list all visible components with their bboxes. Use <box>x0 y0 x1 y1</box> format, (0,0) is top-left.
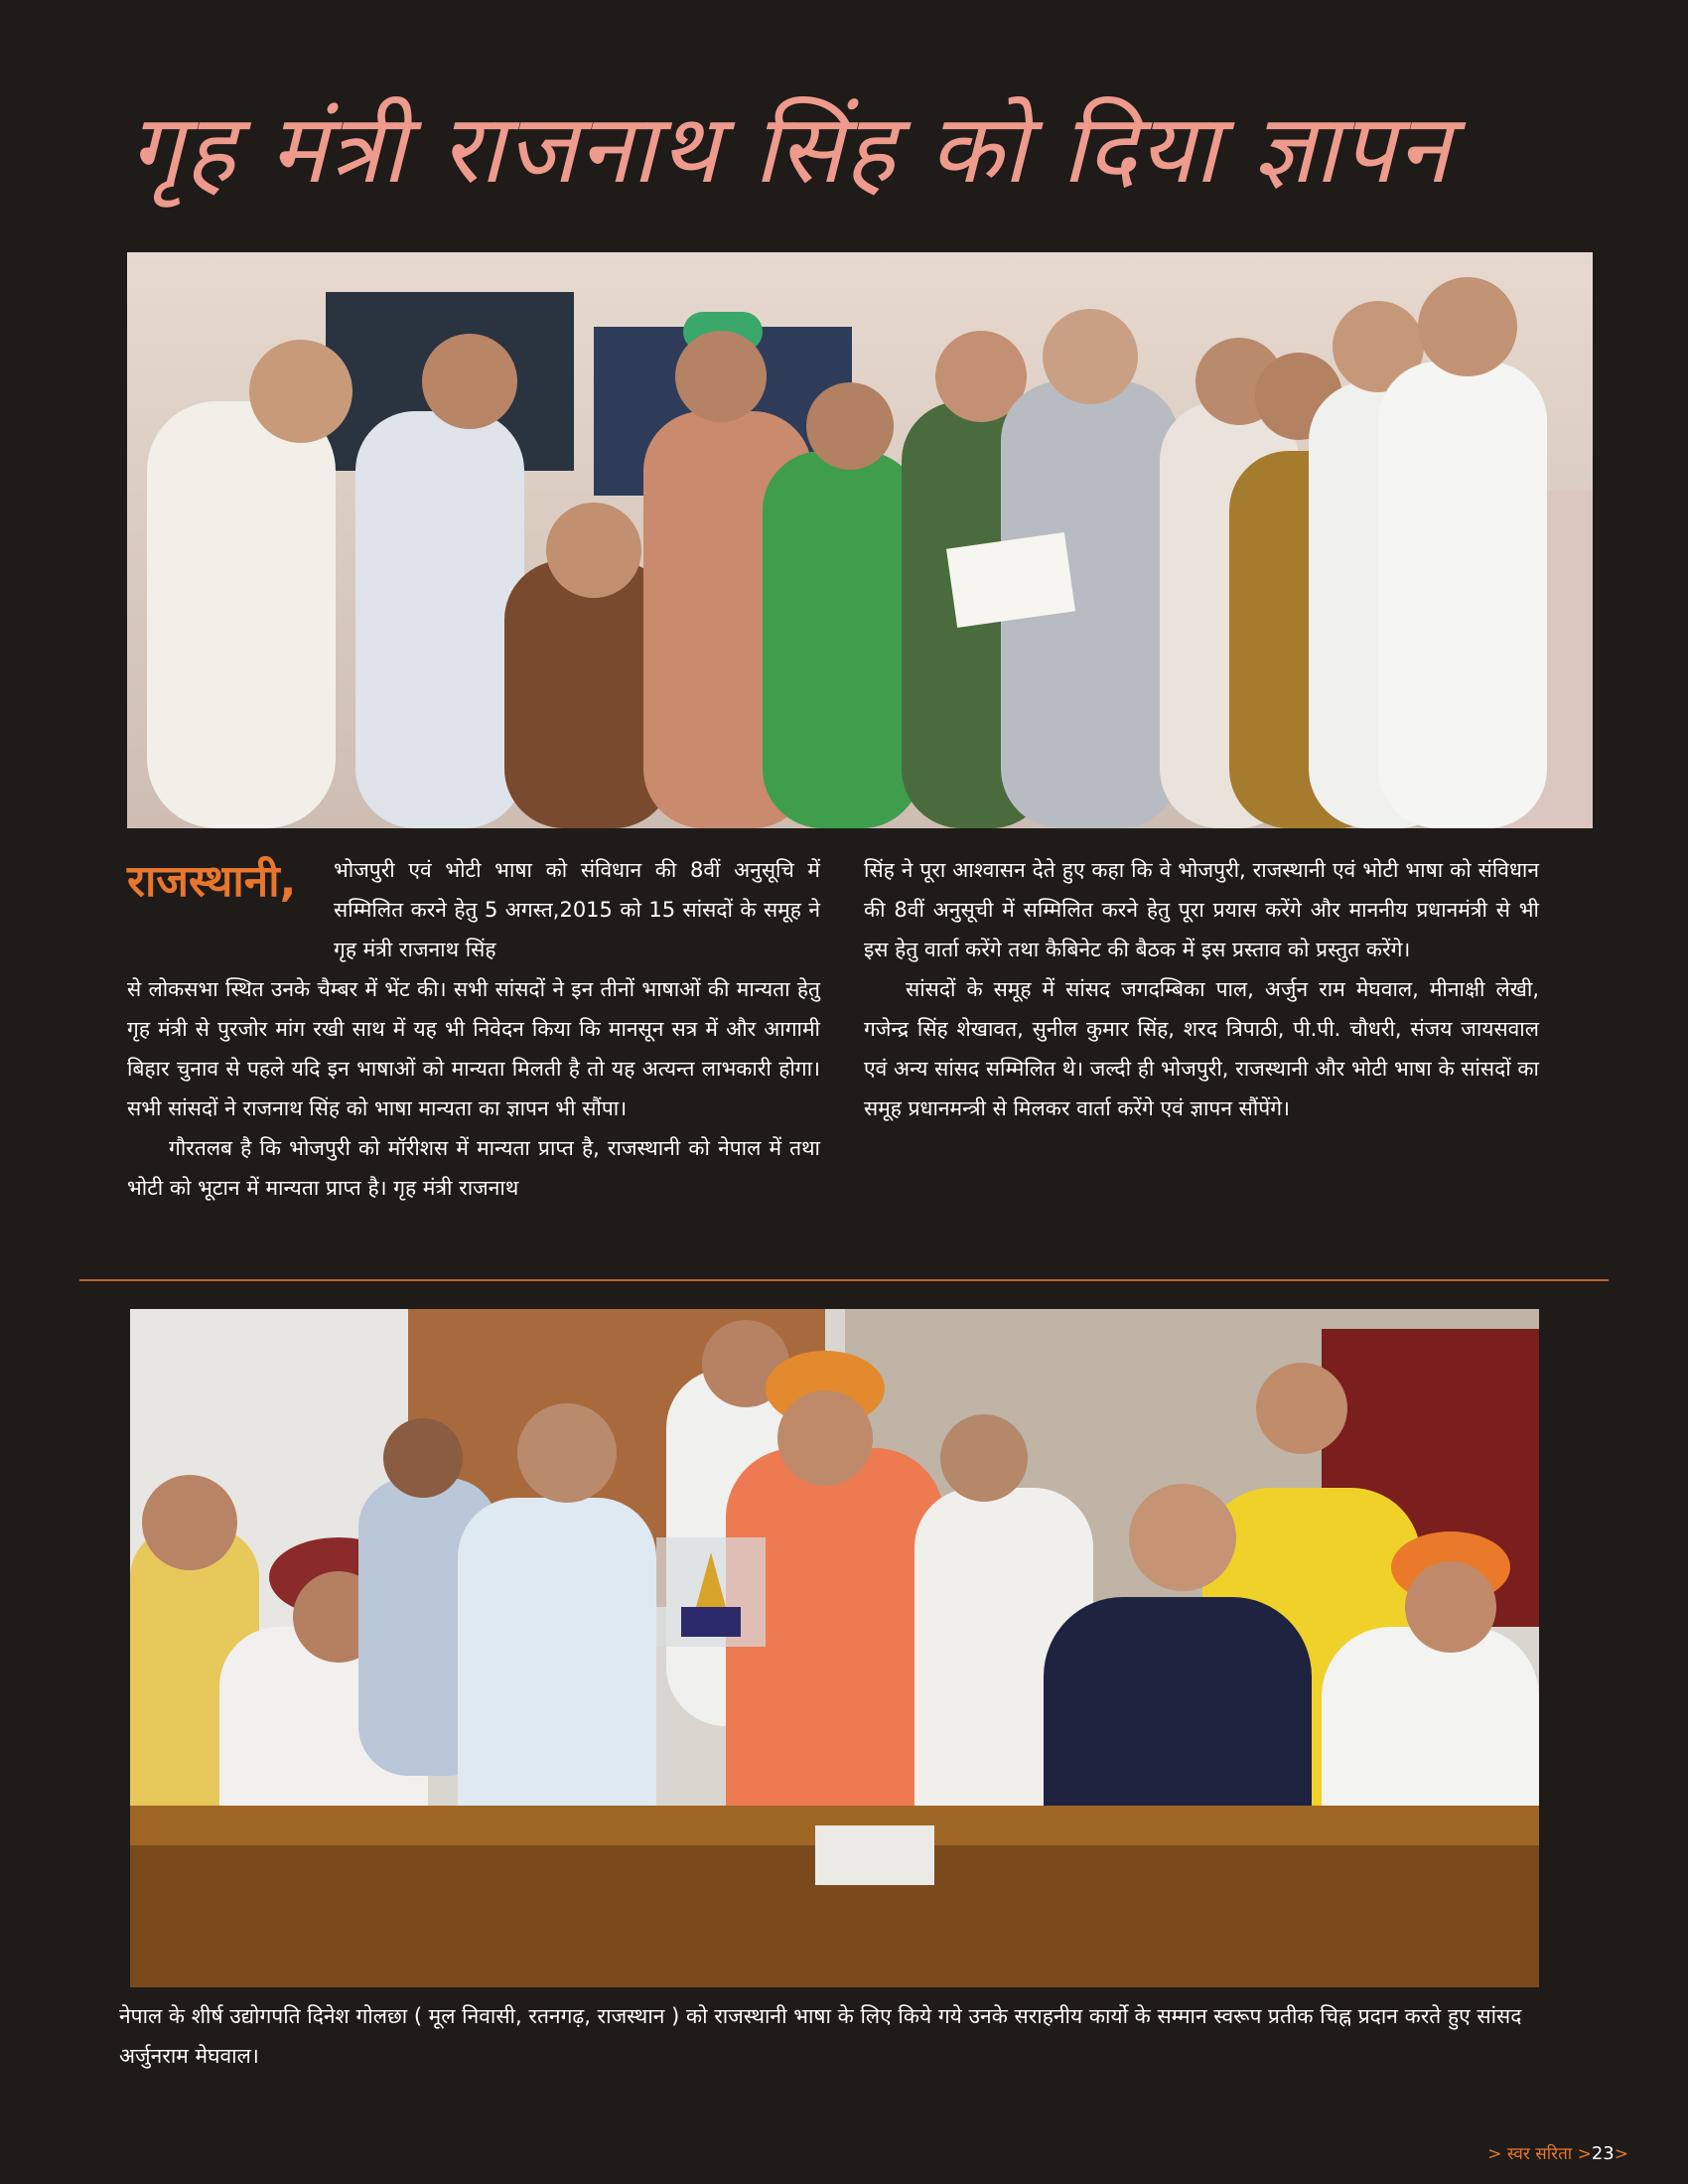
photo-caption: नेपाल के शीर्ष उद्योगपति दिनेश गोलछा ( मूल निवासी, रतनगढ़, राजस्थान ) को राजस्थानी भाषा के लिए किये गये उनके सराहनीय कार्यो के सम्मान स्वरूप प्रतीक चिह्न प्रदान करते हुए सांसद अर्जुनराम मेघवाल। <box>119 2004 1522 2068</box>
footer-chevron: > <box>1572 2144 1592 2164</box>
article-left-column <box>127 969 820 1257</box>
article-paragraph: गौरतलब है कि भोजपुरी को मॉरीशस में मान्यता प्राप्त है, राजस्थानी को नेपाल में तथा भोटी को भूटान में मान्यता प्राप्त है। गृह मंत्री राजनाथ <box>127 1136 820 1200</box>
article-right-column <box>864 850 1539 1247</box>
photo-memorandum-handover <box>127 252 1593 828</box>
page-footer <box>1487 2139 1628 2169</box>
page-headline: गृह मंत्री राजनाथ सिंह को दिया ज्ञापन <box>129 93 1453 205</box>
article-paragraph: से लोकसभा स्थित उनके चैम्बर में भेंट की। सभी सांसदों ने इन तीनों भाषाओं की मान्यता हेतु गृह मंत्री से पुरजोर मांग रखी साथ में यह भी निवेदन किया कि मानसून सत्र में और आगामी बिहार चुनाव से पहले यदि इन भाषाओं को मान्यता मिलती है तो यह अत्यन्त लाभकारी होगा। सभी सांसदों ने राजनाथ सिंह को भाषा मान्यता का ज्ञापन भी सौंपा। <box>127 977 820 1120</box>
footer-chevron: > <box>1614 2144 1628 2164</box>
article-paragraph: सिंह ने पूरा आश्वासन देते हुए कहा कि वे भोजपुरी, राजस्थानी एवं भोटी भाषा को संविधान की 8वीं अनुसूची में सम्मिलित करने हेतु पूरा प्रयास करेंगे और माननीय प्रधानमंत्री से भी इस हेतु वार्ता करेंगे तथा कैबिनेट की बैठक में इस प्रस्ताव को प्रस्तुत करेंगे। <box>864 858 1539 961</box>
photo-felicitation <box>130 1309 1539 1987</box>
article-paragraph: सांसदों के समूह में सांसद जगदम्बिका पाल, अर्जुन राम मेघवाल, मीनाक्षी लेखी, गजेन्द्र सिंह शेखावत, सुनील कुमार सिंह, शरद त्रिपाठी, पी.पी. चौधरी, संजय जायसवाल एवं अन्य सांसद सम्मिलित थे। जल्दी ही भोजपुरी, राजस्थानी और भोटी भाषा के सांसदों का समूह प्रधानमन्त्री से मिलकर वार्ता करेंगे एवं ज्ञापन सौंपेंगे। <box>864 977 1539 1120</box>
article-lead-word: राजस्थानी, <box>127 856 297 907</box>
article-intro <box>334 850 820 969</box>
page-number: 23 <box>1591 2143 1615 2164</box>
footer-chevron: > <box>1487 2144 1507 2164</box>
article-intro-text: भोजपुरी एवं भोटी भाषा को संविधान की 8वीं अनुसूचि में सम्मिलित करने हेतु 5 अगस्त,2015 को 15 सांसदों के समूह ने गृह मंत्री राजनाथ सिंह <box>334 858 820 961</box>
section-divider <box>79 1279 1609 1281</box>
magazine-name: स्वर सरिता <box>1506 2144 1573 2164</box>
